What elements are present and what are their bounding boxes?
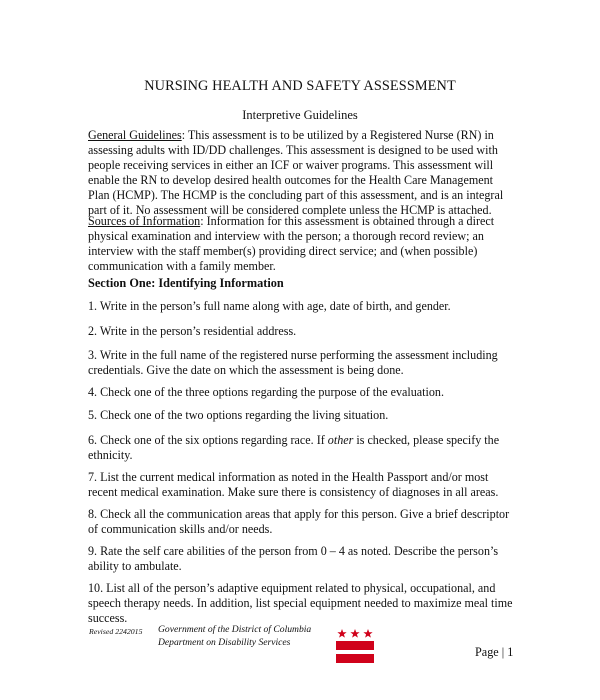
sources-paragraph — [88, 214, 516, 274]
item6-before: 6. Check one of the six options regarding race. If — [88, 433, 328, 447]
department-name: Department on Disability Services — [158, 636, 291, 648]
list-item: 1. Write in the person’s full name along with age, date of birth, and gender. — [88, 299, 451, 313]
list-item: 3. Write in the full name of the registered nurse performing the assessment including credentials. Give the date on which the assessment is being done. — [88, 348, 498, 378]
flag-bar — [336, 641, 374, 650]
general-guidelines-label: General Guidelines — [88, 128, 182, 142]
list-item: 5. Check one of the two options regarding the living situation. — [88, 408, 389, 422]
item6-emphasis: other — [327, 433, 354, 447]
flag-bar — [336, 654, 374, 663]
government-name: Government of the District of Columbia — [158, 624, 312, 635]
sources-text: : Information for this assessment is obtained through a direct physical examination and interview with the person; a thorough record review; an interview with the staff member(s) providing direct service; and (when possible) communication with a family member. — [88, 214, 495, 274]
sources-label: Sources of Information — [88, 214, 201, 228]
list-item: 4. Check one of the three options regarding the purpose of the evaluation. — [88, 385, 444, 399]
revised-date: Revised 2242015 — [89, 627, 143, 636]
general-guidelines-text: : This assessment is to be utilized by a Registered Nurse (RN) in assessing adults with ID/DD challenges. This assessment is designed to be used with people receiving services in either an ICF or waiver programs. This assessment will enable the RN to develop desired health outcomes for the Health Care Management Plan (HCMP). The HCMP is the concluding part of this assessment, and is an integral part of it. No assessment will be considered complete unless the HCMP is attached. — [88, 128, 504, 218]
list-item: 7. List the current medical information as noted in the Health Passport and/or most recent medical examination. Make sure there is consistency of diagnoses in all areas. — [88, 470, 499, 500]
general-guidelines-paragraph — [88, 128, 516, 219]
dc-flag-icon — [336, 627, 374, 667]
list-item: 10. List all of the person’s adaptive equipment related to physical, occupational, and speech therapy needs. In addition, list special equipment needed to maximize meal time success. — [88, 581, 513, 626]
page-number: Page | 1 — [475, 645, 514, 659]
document-subtitle: Interpretive Guidelines — [242, 108, 358, 122]
item6-after: is checked, please specify the ethnicity. — [88, 433, 500, 463]
list-item: 8. Check all the communication areas that apply for this person. Give a brief descriptor of communication skills and/or needs. — [88, 507, 510, 537]
list-item: 2. Write in the person’s residential address. — [88, 324, 297, 338]
footer-organization — [158, 624, 311, 649]
section-one-heading: Section One: Identifying Information — [88, 276, 284, 290]
document-title: NURSING HEALTH AND SAFETY ASSESSMENT — [144, 78, 456, 94]
list-item: 9. Rate the self care abilities of the person from 0 – 4 as noted. Describe the person’s ability to ambulate. — [88, 544, 499, 574]
list-item — [88, 433, 516, 463]
